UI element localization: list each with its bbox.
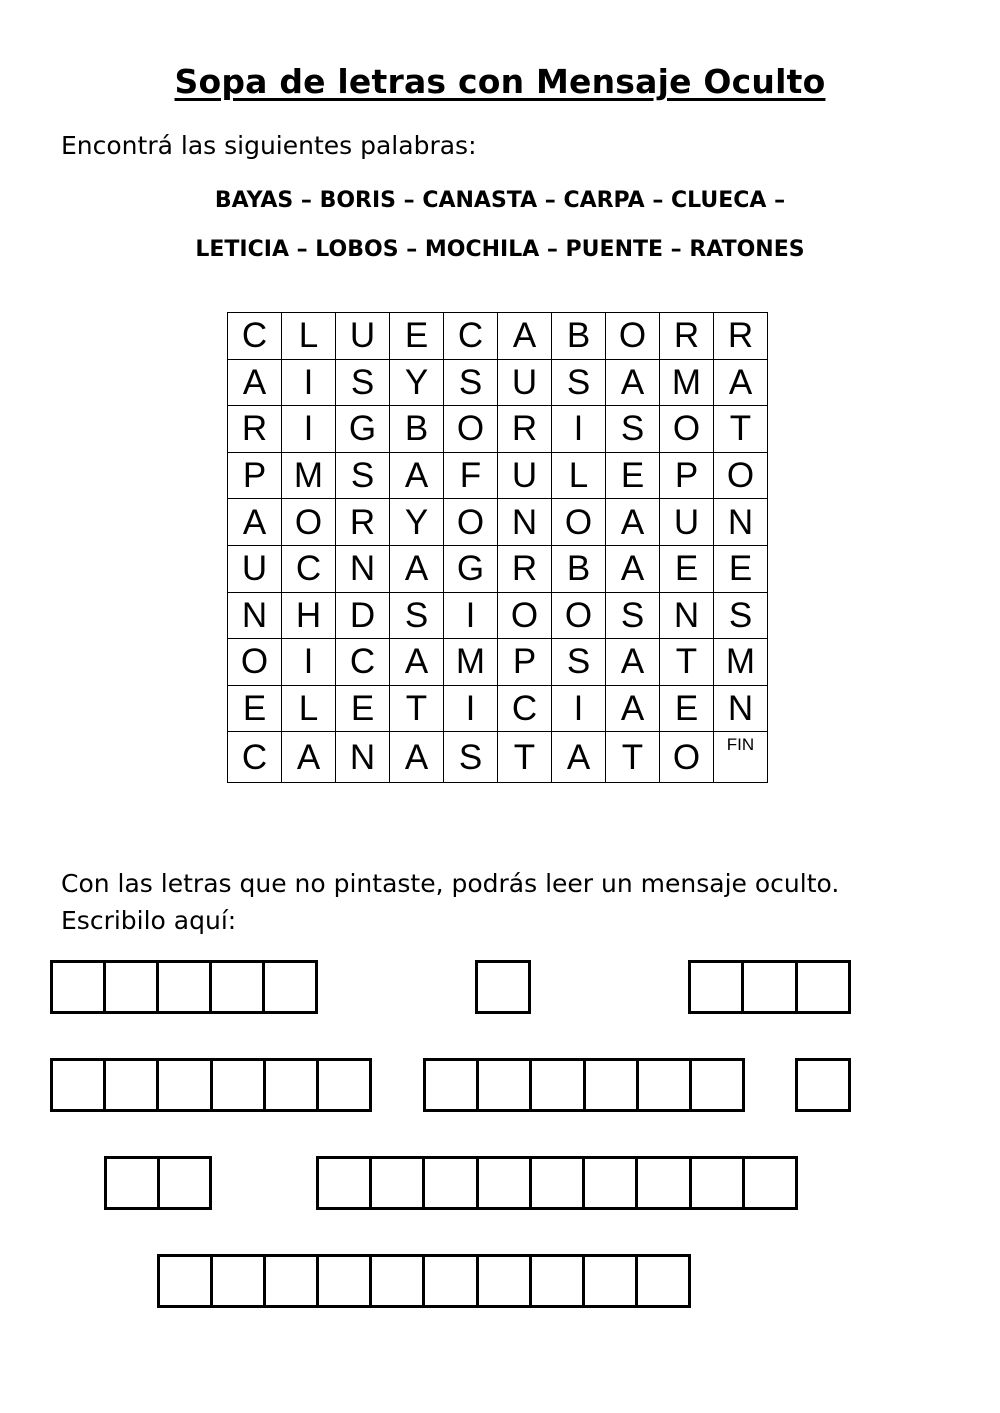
grid-cell[interactable]: N [714,499,768,546]
grid-cell[interactable]: P [498,639,552,686]
grid-cell[interactable]: O [228,639,282,686]
grid-cell[interactable]: S [714,592,768,639]
grid-row [228,359,768,406]
grid-cell[interactable]: A [390,732,444,783]
instruction-text: Encontrá las siguientes palabras: [61,131,477,160]
grid-cell[interactable]: S [606,592,660,639]
grid-cell[interactable]: Y [390,499,444,546]
grid-cell[interactable]: S [390,592,444,639]
answer-word-1[interactable] [50,960,318,1014]
grid-row [228,452,768,499]
answer-letter-box[interactable] [422,1257,475,1305]
grid-row [228,592,768,639]
answer-letter-box[interactable] [583,1061,636,1109]
answer-letter-box[interactable] [798,1061,848,1109]
grid-cell[interactable]: T [714,406,768,453]
grid-cell[interactable]: A [606,685,660,732]
grid-cell[interactable]: Y [390,359,444,406]
answer-word-4[interactable] [50,1058,372,1112]
grid-cell[interactable]: O [282,499,336,546]
answer-letter-box[interactable] [262,963,315,1011]
grid-cell[interactable]: O [444,499,498,546]
answer-letter-box[interactable] [582,1159,635,1207]
answer-letter-box[interactable] [316,1257,369,1305]
answer-letter-box[interactable] [103,1061,156,1109]
answer-letter-box[interactable] [476,1061,529,1109]
grid-cell[interactable]: O [714,452,768,499]
grid-cell[interactable]: C [336,639,390,686]
grid-cell[interactable]: A [714,359,768,406]
grid-cell[interactable]: T [390,685,444,732]
answer-letter-box[interactable] [636,1061,689,1109]
grid-cell[interactable]: A [228,359,282,406]
answer-letter-box[interactable] [689,1061,742,1109]
answer-letter-box[interactable] [529,1061,582,1109]
answer-word-3[interactable] [688,960,851,1014]
grid-cell[interactable]: S [336,359,390,406]
grid-cell[interactable]: B [552,313,606,360]
answer-letter-box[interactable] [478,963,528,1011]
grid-cell[interactable]: C [282,545,336,592]
grid-cell[interactable]: B [552,545,606,592]
answer-letter-box[interactable] [529,1257,582,1305]
grid-cell[interactable]: B [390,406,444,453]
grid-cell[interactable]: I [552,406,606,453]
grid-row [228,639,768,686]
answer-letter-box[interactable] [156,1061,209,1109]
grid-cell[interactable]: N [336,545,390,592]
grid-cell[interactable]: N [498,499,552,546]
message-instruction-1: Con las letras que no pintaste, podrás leer un mensaje oculto. [61,869,840,898]
grid-cell[interactable]: R [660,313,714,360]
grid-cell[interactable]: I [282,639,336,686]
grid-cell[interactable]: L [282,313,336,360]
grid-cell[interactable]: R [714,313,768,360]
grid-cell[interactable]: D [336,592,390,639]
grid-cell[interactable]: I [444,592,498,639]
grid-cell[interactable]: L [552,452,606,499]
grid-cell[interactable]: L [282,685,336,732]
grid-cell[interactable]: S [552,359,606,406]
answer-letter-box[interactable] [263,1257,316,1305]
grid-cell[interactable]: S [444,359,498,406]
grid-row [228,499,768,546]
answer-letter-box[interactable] [210,1257,263,1305]
answer-letter-box[interactable] [319,1159,369,1207]
grid-cell[interactable]: H [282,592,336,639]
grid-cell[interactable]: A [606,545,660,592]
answer-letter-box[interactable] [53,963,103,1011]
grid-cell[interactable]: S [336,452,390,499]
grid-cell[interactable]: R [498,406,552,453]
answer-letter-box[interactable] [107,1159,157,1207]
answer-letter-box[interactable] [529,1159,582,1207]
answer-letter-box[interactable] [156,963,209,1011]
answer-letter-box[interactable] [689,1159,742,1207]
answer-letter-box[interactable] [742,1159,795,1207]
grid-cell[interactable]: N [336,732,390,783]
grid-cell[interactable]: S [606,406,660,453]
answer-word-8[interactable] [316,1156,798,1210]
grid-cell[interactable]: M [660,359,714,406]
grid-cell[interactable]: A [606,639,660,686]
grid-cell[interactable]: P [660,452,714,499]
message-instruction-2: Escribilo aquí: [61,906,237,935]
answer-letter-box[interactable] [426,1061,476,1109]
grid-cell[interactable]: T [606,732,660,783]
word-search-grid [227,312,768,783]
answer-word-6[interactable] [795,1058,851,1112]
grid-cell[interactable]: O [552,499,606,546]
grid-cell[interactable]: A [606,499,660,546]
answer-letter-box[interactable] [209,963,262,1011]
grid-cell[interactable]: N [660,592,714,639]
grid-cell[interactable]: A [228,499,282,546]
grid-cell[interactable]: C [228,732,282,783]
answer-word-2[interactable] [475,960,531,1014]
grid-cell[interactable]: E [606,452,660,499]
grid-cell[interactable]: M [444,639,498,686]
grid-cell[interactable]: C [228,313,282,360]
page-title: Sopa de letras con Mensaje Oculto [174,62,826,101]
answer-word-5[interactable] [423,1058,745,1112]
grid-cell[interactable]: G [336,406,390,453]
answer-letter-box[interactable] [53,1061,103,1109]
answer-letter-box[interactable] [422,1159,475,1207]
grid-row [228,685,768,732]
grid-cell[interactable]: I [552,685,606,732]
answer-letter-box[interactable] [369,1159,422,1207]
grid-cell[interactable]: A [282,732,336,783]
answer-letter-box[interactable] [582,1257,635,1305]
grid-cell[interactable]: U [498,359,552,406]
grid-cell[interactable]: O [444,406,498,453]
grid-cell[interactable]: E [660,545,714,592]
grid-cell[interactable]: N [714,685,768,732]
answer-word-9[interactable] [157,1254,691,1308]
grid-cell[interactable]: T [498,732,552,783]
answer-letter-box[interactable] [691,963,741,1011]
answer-letter-box[interactable] [476,1159,529,1207]
grid-cell[interactable]: I [444,685,498,732]
grid-row [228,545,768,592]
grid-cell[interactable]: O [606,313,660,360]
grid-cell[interactable]: N [228,592,282,639]
grid-cell[interactable]: U [498,452,552,499]
grid-cell[interactable]: R [336,499,390,546]
word-list-line-1: BAYAS – BORIS – CANASTA – CARPA – CLUECA – [214,188,786,213]
answer-letter-box[interactable] [210,1061,263,1109]
grid-row [228,406,768,453]
grid-cell[interactable]: R [228,406,282,453]
grid-cell[interactable]: T [660,639,714,686]
grid-cell[interactable]: P [228,452,282,499]
grid-cell[interactable]: C [498,685,552,732]
grid-cell[interactable]: E [714,545,768,592]
grid-cell[interactable]: E [660,685,714,732]
grid-cell[interactable]: R [498,545,552,592]
answer-letter-box[interactable] [741,963,794,1011]
answer-word-7[interactable] [104,1156,212,1210]
grid-cell[interactable]: F [444,452,498,499]
grid-cell[interactable]: S [444,732,498,783]
grid-cell[interactable]: A [390,452,444,499]
grid-cell[interactable]: M [282,452,336,499]
grid-cell[interactable]: U [660,499,714,546]
grid-row [228,313,768,360]
grid-cell[interactable]: A [498,313,552,360]
grid-cell[interactable]: A [390,545,444,592]
grid-cell[interactable]: E [336,685,390,732]
answer-letter-box[interactable] [263,1061,316,1109]
grid-cell[interactable]: A [552,732,606,783]
grid-cell[interactable]: U [228,545,282,592]
grid-cell[interactable]: A [606,359,660,406]
grid-cell[interactable]: G [444,545,498,592]
grid-cell[interactable]: O [552,592,606,639]
grid-row [228,732,768,783]
grid-cell[interactable]: C [444,313,498,360]
grid-cell-fin[interactable]: FIN [714,732,768,783]
grid-cell[interactable]: E [390,313,444,360]
grid-cell[interactable]: U [336,313,390,360]
answer-letter-box[interactable] [476,1257,529,1305]
grid-cell[interactable]: S [552,639,606,686]
answer-letter-box[interactable] [160,1257,210,1305]
grid-cell[interactable]: A [390,639,444,686]
answer-letter-box[interactable] [369,1257,422,1305]
grid-cell[interactable]: E [228,685,282,732]
grid-cell[interactable]: I [282,359,336,406]
grid-cell[interactable]: M [714,639,768,686]
word-list-line-2: LETICIA – LOBOS – MOCHILA – PUENTE – RATONES [195,237,805,262]
answer-letter-box[interactable] [316,1061,369,1109]
grid-cell[interactable]: O [660,406,714,453]
answer-letter-box[interactable] [635,1159,688,1207]
answer-letter-box[interactable] [795,963,848,1011]
answer-letter-box[interactable] [103,963,156,1011]
answer-letter-box[interactable] [157,1159,210,1207]
grid-cell[interactable]: O [498,592,552,639]
grid-cell[interactable]: O [660,732,714,783]
grid-cell[interactable]: I [282,406,336,453]
answer-letter-box[interactable] [635,1257,688,1305]
